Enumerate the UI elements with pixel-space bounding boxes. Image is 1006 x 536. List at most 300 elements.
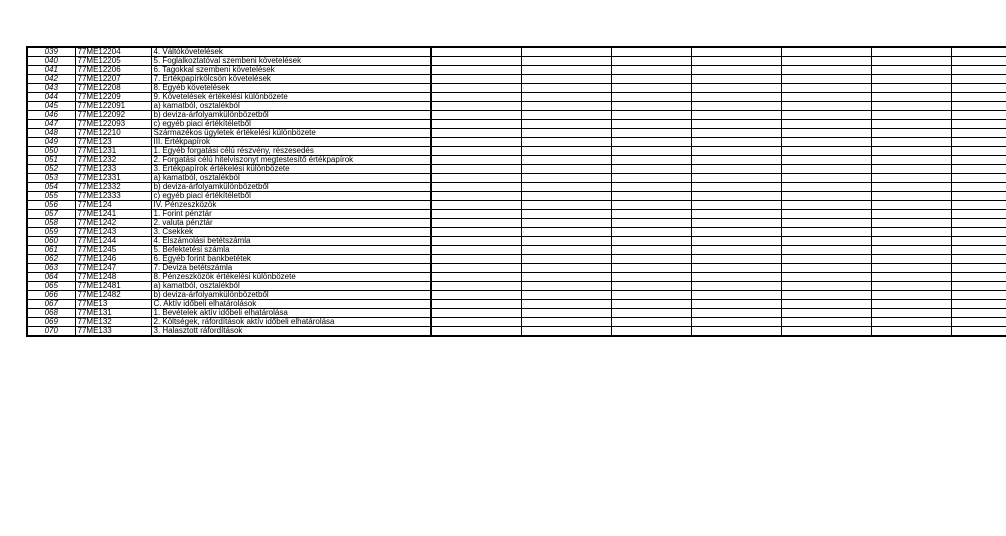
- value-cell: [611, 228, 691, 237]
- value-cell: [431, 210, 521, 219]
- value-cell: [781, 129, 871, 138]
- value-cell: [951, 300, 1006, 309]
- value-cell: [691, 129, 781, 138]
- table-row: [27, 66, 1006, 75]
- value-cell: [781, 174, 871, 183]
- table-row: [27, 300, 1006, 309]
- value-cell: [521, 300, 611, 309]
- value-cell: [611, 129, 691, 138]
- value-cell: [431, 228, 521, 237]
- row-number-cell: 066: [27, 291, 75, 300]
- table-row: [27, 138, 1006, 147]
- value-cell: [691, 138, 781, 147]
- value-cell: [871, 192, 951, 201]
- value-cell: [611, 300, 691, 309]
- value-cell: [781, 282, 871, 291]
- value-cell: [521, 219, 611, 228]
- value-cell: [951, 228, 1006, 237]
- row-number-cell: 055: [27, 192, 75, 201]
- value-cell: [781, 183, 871, 192]
- description-cell: b) deviza-árfolyamkülönbözetből: [151, 291, 431, 300]
- value-cell: [781, 57, 871, 66]
- value-cell: [431, 255, 521, 264]
- description-cell: 8. Egyéb követelések: [151, 84, 431, 93]
- value-cell: [691, 47, 781, 57]
- row-number-cell: 061: [27, 246, 75, 255]
- value-cell: [871, 228, 951, 237]
- account-code-cell: 77ME12331: [75, 174, 151, 183]
- value-cell: [431, 264, 521, 273]
- value-cell: [431, 111, 521, 120]
- value-cell: [611, 120, 691, 129]
- value-cell: [951, 201, 1006, 210]
- table-row: [27, 156, 1006, 165]
- value-cell: [691, 228, 781, 237]
- value-cell: [691, 75, 781, 84]
- description-cell: 5. Foglalkoztatóval szembeni követelések: [151, 57, 431, 66]
- value-cell: [521, 47, 611, 57]
- value-cell: [781, 246, 871, 255]
- table-row: [27, 201, 1006, 210]
- value-cell: [871, 291, 951, 300]
- value-cell: [521, 165, 611, 174]
- value-cell: [871, 282, 951, 291]
- row-number-cell: 064: [27, 273, 75, 282]
- table-row: [27, 273, 1006, 282]
- account-code-cell: 77ME122092: [75, 111, 151, 120]
- row-number-cell: 042: [27, 75, 75, 84]
- description-cell: 1. Forint pénztár: [151, 210, 431, 219]
- value-cell: [781, 309, 871, 318]
- description-cell: 2. Költségek, ráfordítások aktív időbeli elhatárolása: [151, 318, 431, 327]
- table-row: [27, 111, 1006, 120]
- value-cell: [521, 120, 611, 129]
- value-cell: [871, 93, 951, 102]
- value-cell: [431, 84, 521, 93]
- row-number-cell: 039: [27, 47, 75, 57]
- account-code-cell: 77ME122093: [75, 120, 151, 129]
- value-cell: [431, 246, 521, 255]
- value-cell: [611, 273, 691, 282]
- value-cell: [691, 120, 781, 129]
- value-cell: [691, 210, 781, 219]
- value-cell: [781, 327, 871, 337]
- value-cell: [871, 273, 951, 282]
- table-row: [27, 192, 1006, 201]
- account-code-cell: 77ME12332: [75, 183, 151, 192]
- table-row: [27, 318, 1006, 327]
- value-cell: [781, 93, 871, 102]
- value-cell: [611, 156, 691, 165]
- row-number-cell: 040: [27, 57, 75, 66]
- value-cell: [521, 111, 611, 120]
- value-cell: [521, 237, 611, 246]
- account-code-cell: 77ME133: [75, 327, 151, 337]
- value-cell: [521, 174, 611, 183]
- value-cell: [691, 327, 781, 337]
- value-cell: [521, 57, 611, 66]
- value-cell: [951, 309, 1006, 318]
- row-number-cell: 059: [27, 228, 75, 237]
- value-cell: [431, 75, 521, 84]
- value-cell: [521, 93, 611, 102]
- value-cell: [951, 138, 1006, 147]
- description-cell: 3. Csekkek: [151, 228, 431, 237]
- row-number-cell: 062: [27, 255, 75, 264]
- value-cell: [611, 75, 691, 84]
- row-number-cell: 065: [27, 282, 75, 291]
- account-code-cell: 77ME1244: [75, 237, 151, 246]
- value-cell: [431, 66, 521, 75]
- account-code-cell: 77ME12206: [75, 66, 151, 75]
- table-row: [27, 327, 1006, 337]
- account-code-cell: 77ME12205: [75, 57, 151, 66]
- value-cell: [431, 282, 521, 291]
- account-code-cell: 77ME12210: [75, 129, 151, 138]
- value-cell: [611, 183, 691, 192]
- value-cell: [951, 291, 1006, 300]
- row-number-cell: 069: [27, 318, 75, 327]
- value-cell: [781, 102, 871, 111]
- value-cell: [871, 156, 951, 165]
- description-cell: c) egyéb piaci értékítéletből: [151, 192, 431, 201]
- account-code-cell: 77ME1247: [75, 264, 151, 273]
- value-cell: [871, 66, 951, 75]
- value-cell: [871, 174, 951, 183]
- account-code-cell: 77ME123: [75, 138, 151, 147]
- description-cell: 6. Tagokkal szembeni követelések: [151, 66, 431, 75]
- value-cell: [951, 219, 1006, 228]
- description-cell: a) kamatból, osztalékból: [151, 174, 431, 183]
- value-cell: [691, 147, 781, 156]
- value-cell: [521, 282, 611, 291]
- value-cell: [781, 219, 871, 228]
- value-cell: [781, 318, 871, 327]
- row-number-cell: 060: [27, 237, 75, 246]
- value-cell: [691, 237, 781, 246]
- description-cell: 7. Értékpapírkölcsön követelések: [151, 75, 431, 84]
- description-cell: 6. Egyéb forint bankbetétek: [151, 255, 431, 264]
- value-cell: [611, 174, 691, 183]
- account-code-cell: 77ME12482: [75, 291, 151, 300]
- value-cell: [691, 84, 781, 93]
- row-number-cell: 053: [27, 174, 75, 183]
- value-cell: [611, 282, 691, 291]
- value-cell: [781, 228, 871, 237]
- account-code-cell: 77ME1232: [75, 156, 151, 165]
- value-cell: [431, 120, 521, 129]
- table-row: [27, 237, 1006, 246]
- account-code-cell: 77ME1243: [75, 228, 151, 237]
- value-cell: [871, 111, 951, 120]
- value-cell: [691, 102, 781, 111]
- value-cell: [431, 327, 521, 337]
- value-cell: [871, 129, 951, 138]
- value-cell: [951, 156, 1006, 165]
- value-cell: [871, 47, 951, 57]
- value-cell: [781, 192, 871, 201]
- value-cell: [871, 210, 951, 219]
- value-cell: [611, 192, 691, 201]
- value-cell: [781, 138, 871, 147]
- value-cell: [691, 291, 781, 300]
- account-code-cell: 77ME132: [75, 318, 151, 327]
- description-cell: 9. Követelések értékelési különbözete: [151, 93, 431, 102]
- value-cell: [521, 183, 611, 192]
- value-cell: [611, 84, 691, 93]
- value-cell: [431, 47, 521, 57]
- value-cell: [951, 147, 1006, 156]
- value-cell: [691, 282, 781, 291]
- row-number-cell: 041: [27, 66, 75, 75]
- value-cell: [871, 84, 951, 93]
- value-cell: [871, 300, 951, 309]
- value-cell: [951, 210, 1006, 219]
- value-cell: [691, 255, 781, 264]
- value-cell: [691, 156, 781, 165]
- value-cell: [431, 318, 521, 327]
- value-cell: [781, 264, 871, 273]
- value-cell: [431, 192, 521, 201]
- value-cell: [781, 273, 871, 282]
- value-cell: [611, 327, 691, 337]
- value-cell: [521, 255, 611, 264]
- value-cell: [521, 84, 611, 93]
- value-cell: [781, 237, 871, 246]
- account-code-cell: 77ME1245: [75, 246, 151, 255]
- value-cell: [951, 57, 1006, 66]
- value-cell: [951, 47, 1006, 57]
- description-cell: 2. Forgatási célú hitelviszonyt megtestesítő értékpapírok: [151, 156, 431, 165]
- table-row: [27, 93, 1006, 102]
- value-cell: [521, 291, 611, 300]
- value-cell: [781, 165, 871, 174]
- value-cell: [611, 147, 691, 156]
- table-row: [27, 120, 1006, 129]
- ledger-sheet: [26, 46, 1006, 337]
- value-cell: [431, 291, 521, 300]
- value-cell: [691, 246, 781, 255]
- value-cell: [521, 264, 611, 273]
- value-cell: [951, 120, 1006, 129]
- value-cell: [521, 228, 611, 237]
- value-cell: [611, 318, 691, 327]
- value-cell: [431, 57, 521, 66]
- description-cell: 5. Befektetési számla: [151, 246, 431, 255]
- value-cell: [611, 201, 691, 210]
- value-cell: [611, 102, 691, 111]
- table-row: [27, 246, 1006, 255]
- value-cell: [691, 300, 781, 309]
- value-cell: [951, 318, 1006, 327]
- row-number-cell: 054: [27, 183, 75, 192]
- value-cell: [781, 66, 871, 75]
- value-cell: [611, 111, 691, 120]
- description-cell: 7. Deviza betétszámla: [151, 264, 431, 273]
- row-number-cell: 048: [27, 129, 75, 138]
- value-cell: [781, 75, 871, 84]
- account-code-cell: 77ME1233: [75, 165, 151, 174]
- value-cell: [611, 309, 691, 318]
- value-cell: [611, 237, 691, 246]
- value-cell: [431, 174, 521, 183]
- description-cell: 3. Halasztott ráfordítások: [151, 327, 431, 337]
- value-cell: [521, 102, 611, 111]
- value-cell: [951, 111, 1006, 120]
- value-cell: [611, 255, 691, 264]
- value-cell: [521, 129, 611, 138]
- row-number-cell: 052: [27, 165, 75, 174]
- account-code-cell: 77ME13: [75, 300, 151, 309]
- value-cell: [611, 93, 691, 102]
- value-cell: [951, 327, 1006, 337]
- table-row: [27, 165, 1006, 174]
- value-cell: [431, 183, 521, 192]
- value-cell: [521, 309, 611, 318]
- value-cell: [871, 165, 951, 174]
- value-cell: [951, 165, 1006, 174]
- value-cell: [521, 138, 611, 147]
- table-row: [27, 264, 1006, 273]
- table-row: [27, 183, 1006, 192]
- value-cell: [781, 84, 871, 93]
- value-cell: [781, 111, 871, 120]
- table-row: [27, 75, 1006, 84]
- account-code-cell: 77ME1246: [75, 255, 151, 264]
- value-cell: [691, 183, 781, 192]
- value-cell: [521, 147, 611, 156]
- value-cell: [431, 93, 521, 102]
- value-cell: [871, 102, 951, 111]
- account-code-cell: 77ME1241: [75, 210, 151, 219]
- value-cell: [521, 156, 611, 165]
- description-cell: 4. Elszámolási betétszámla: [151, 237, 431, 246]
- value-cell: [611, 47, 691, 57]
- value-cell: [431, 165, 521, 174]
- value-cell: [691, 174, 781, 183]
- row-number-cell: 070: [27, 327, 75, 337]
- description-cell: b) deviza-árfolyamkülönbözetből: [151, 183, 431, 192]
- value-cell: [951, 273, 1006, 282]
- row-number-cell: 056: [27, 201, 75, 210]
- table-row: [27, 219, 1006, 228]
- value-cell: [781, 300, 871, 309]
- table-row: [27, 57, 1006, 66]
- value-cell: [691, 309, 781, 318]
- value-cell: [521, 201, 611, 210]
- value-cell: [611, 57, 691, 66]
- account-code-cell: 77ME1231: [75, 147, 151, 156]
- value-cell: [691, 192, 781, 201]
- table-row: [27, 84, 1006, 93]
- account-code-cell: 77ME131: [75, 309, 151, 318]
- description-cell: 1. Bevételek aktív időbeli elhatárolása: [151, 309, 431, 318]
- value-cell: [691, 93, 781, 102]
- row-number-cell: 045: [27, 102, 75, 111]
- table-row: [27, 47, 1006, 57]
- description-cell: 1. Egyéb forgatási célú részvény, részesedés: [151, 147, 431, 156]
- value-cell: [521, 273, 611, 282]
- value-cell: [691, 201, 781, 210]
- table-row: [27, 102, 1006, 111]
- value-cell: [521, 318, 611, 327]
- value-cell: [951, 84, 1006, 93]
- description-cell: a) kamatból, osztalékból: [151, 282, 431, 291]
- row-number-cell: 063: [27, 264, 75, 273]
- account-code-cell: 77ME1248: [75, 273, 151, 282]
- value-cell: [781, 201, 871, 210]
- value-cell: [871, 183, 951, 192]
- row-number-cell: 047: [27, 120, 75, 129]
- value-cell: [951, 102, 1006, 111]
- value-cell: [611, 246, 691, 255]
- value-cell: [431, 129, 521, 138]
- value-cell: [951, 282, 1006, 291]
- value-cell: [871, 309, 951, 318]
- value-cell: [871, 237, 951, 246]
- value-cell: [781, 255, 871, 264]
- value-cell: [951, 264, 1006, 273]
- value-cell: [611, 138, 691, 147]
- description-cell: 8. Pénzeszközök értékelési különbözete: [151, 273, 431, 282]
- table-row: [27, 309, 1006, 318]
- value-cell: [871, 255, 951, 264]
- value-cell: [951, 237, 1006, 246]
- value-cell: [871, 318, 951, 327]
- value-cell: [781, 210, 871, 219]
- table-row: [27, 228, 1006, 237]
- account-code-cell: 77ME124: [75, 201, 151, 210]
- row-number-cell: 046: [27, 111, 75, 120]
- value-cell: [431, 138, 521, 147]
- description-cell: Származékos ügyletek értékelési különbözete: [151, 129, 431, 138]
- value-cell: [951, 255, 1006, 264]
- value-cell: [781, 156, 871, 165]
- value-cell: [871, 201, 951, 210]
- table-row: [27, 147, 1006, 156]
- value-cell: [781, 291, 871, 300]
- row-number-cell: 068: [27, 309, 75, 318]
- value-cell: [431, 219, 521, 228]
- description-cell: a) kamatból, osztalékból: [151, 102, 431, 111]
- value-cell: [521, 192, 611, 201]
- row-number-cell: 057: [27, 210, 75, 219]
- value-cell: [431, 273, 521, 282]
- value-cell: [871, 57, 951, 66]
- ledger-table: [26, 46, 1006, 337]
- value-cell: [611, 210, 691, 219]
- value-cell: [431, 300, 521, 309]
- account-code-cell: 77ME12207: [75, 75, 151, 84]
- value-cell: [871, 147, 951, 156]
- value-cell: [871, 219, 951, 228]
- value-cell: [691, 318, 781, 327]
- table-row: [27, 255, 1006, 264]
- value-cell: [871, 120, 951, 129]
- description-cell: c) egyéb piaci értékítéletből: [151, 120, 431, 129]
- value-cell: [691, 57, 781, 66]
- ledger-body: [27, 47, 1006, 336]
- description-cell: 3. Értékpapírok értékelési különbözete: [151, 165, 431, 174]
- value-cell: [871, 75, 951, 84]
- description-cell: 2. valuta pénztár: [151, 219, 431, 228]
- table-row: [27, 174, 1006, 183]
- value-cell: [431, 237, 521, 246]
- table-row: [27, 291, 1006, 300]
- value-cell: [611, 219, 691, 228]
- value-cell: [611, 264, 691, 273]
- value-cell: [431, 147, 521, 156]
